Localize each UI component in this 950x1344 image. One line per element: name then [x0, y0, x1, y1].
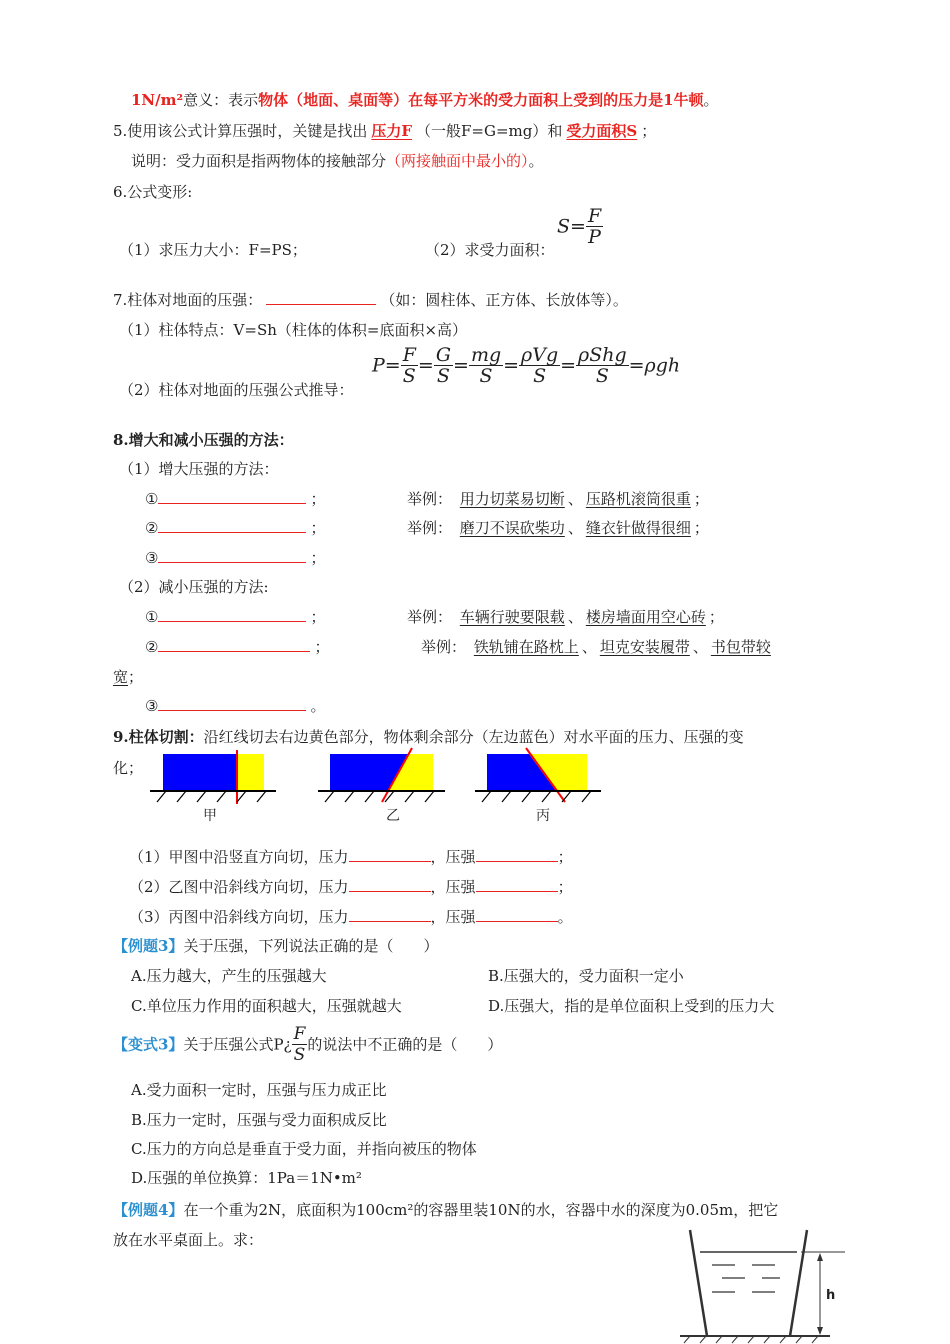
option-d: D.压强大，指的是单位面积上受到的压力大: [488, 997, 775, 1015]
item-6-heading: 6.公式变形:: [113, 183, 193, 201]
sep: 、: [567, 519, 583, 537]
semi: ；: [693, 490, 709, 508]
h-arrow-head: [817, 1253, 823, 1261]
semi: ；: [128, 668, 144, 686]
sep: 、: [567, 490, 583, 508]
item-6-b-text: （2）求受力面积：: [425, 241, 555, 259]
frac-num: mg: [470, 344, 502, 366]
option-d: D.压强的单位换算：1Pa＝1N•m²: [131, 1169, 362, 1187]
semi: ；: [641, 122, 657, 140]
meaning-text: 物体（地面、桌面等）在每平方米的受力面积上受到的压力是1牛顿: [258, 91, 704, 109]
decrease-heading: （2）减小压强的方法:: [119, 578, 269, 596]
container-walls: [690, 1230, 807, 1336]
circle-num: ②: [145, 519, 159, 537]
meaning-prefix: 意义：表示: [183, 91, 259, 109]
semi: ；: [557, 848, 573, 866]
figure-label-bing: 丙: [536, 808, 550, 824]
item-6-a-text: （1）求压力大小：F=PS；: [119, 241, 307, 259]
option-c: C.压力的方向总是垂直于受力面，并指向被压的物体: [131, 1140, 477, 1158]
option-c: C.单位压力作用的面积越大，压强就越大: [131, 997, 402, 1015]
item-7-b: （2）柱体对地面的压强公式推导：: [119, 381, 354, 399]
h-label: h: [826, 1288, 836, 1303]
semi: ；: [557, 878, 573, 896]
option-a: A.受力面积一定时，压强与压力成正比: [131, 1081, 387, 1099]
answer-area: 受力面积S: [566, 122, 638, 140]
semi: ；: [314, 638, 330, 656]
period: 。: [528, 152, 544, 170]
question: 关于压强公式P¿: [183, 1035, 292, 1054]
frac-num: ρShg: [578, 344, 627, 366]
example-tag: 【例题4】: [113, 1201, 184, 1219]
eq: =: [503, 354, 520, 377]
example: 书包带较: [710, 638, 771, 656]
q-mid: ，压强: [430, 908, 476, 926]
period: 。: [703, 91, 719, 109]
sep: 、: [581, 638, 597, 656]
circle-num: ③: [145, 549, 159, 567]
question: 在一个重为2N，底面积为100cm²的容器里装10N的水，容器中水的深度为0.05m，把它: [183, 1201, 779, 1219]
example: 宽: [113, 668, 129, 686]
item-7-text: 7.柱体对地面的压强：: [113, 291, 263, 309]
item-9-text: 沿红线切去右边黄色部分，物体剩余部分（左边蓝色）对水平面的压力、压强的变: [203, 728, 744, 746]
example: 压路机滚筒很重: [585, 490, 691, 508]
period: 。: [557, 908, 573, 926]
question: 关于压强，下列说法正确的是（ ）: [183, 937, 439, 955]
eq: =: [417, 354, 434, 377]
semi: ；: [310, 608, 326, 626]
water-lines: [712, 1265, 780, 1292]
frac-num: G: [435, 344, 452, 366]
frac-den: S: [402, 365, 416, 387]
eq: =: [560, 354, 577, 377]
h-arrow-head: [817, 1327, 823, 1335]
example: 用力切菜易切断: [459, 490, 565, 508]
frac-num: F: [293, 1024, 306, 1044]
semi: ；: [693, 519, 709, 537]
circle-num: ②: [145, 638, 159, 656]
example-label: 举例：: [421, 638, 467, 656]
unit-label: 1N/m²: [131, 91, 184, 109]
eq: =: [453, 354, 469, 377]
option-b: B.压力一定时，压强与受力面积成反比: [131, 1111, 387, 1129]
formula-den: P: [588, 226, 601, 248]
example-label: 举例：: [407, 608, 453, 626]
formula-p: P=: [372, 354, 401, 377]
example-tag: 【例题3】: [113, 937, 184, 955]
formula-lhs: S=: [557, 215, 586, 238]
example: 车辆行驶要限载: [459, 608, 565, 626]
q-text: （3）丙图中沿斜线方向切，压力: [129, 908, 349, 926]
question-cont: 放在水平桌面上。求：: [113, 1231, 264, 1249]
frac-den: S: [436, 365, 450, 387]
example: 缝衣针做得很细: [585, 519, 691, 537]
sep: 、: [692, 638, 708, 656]
note-red: （两接触面中最小的）: [386, 152, 529, 170]
example-label: 举例：: [407, 490, 453, 508]
item-9-heading: 9.柱体切割：: [113, 728, 204, 746]
frac-den: S: [595, 365, 609, 387]
frac-den: S: [533, 365, 547, 387]
q-text: （1）甲图中沿竖直方向切，压力: [129, 848, 349, 866]
item-7-a: （1）柱体特点：V=Sh（柱体的体积=底面积×高）: [119, 321, 468, 339]
option-a: A.压力越大，产生的压强越大: [131, 967, 327, 985]
circle-num: ③: [145, 697, 159, 715]
item-5-text: 5.使用该公式计算压强时，关键是找出: [113, 122, 368, 140]
frac-num: F: [402, 344, 416, 366]
frac-den: S: [293, 1045, 306, 1065]
circle-num: ①: [145, 608, 159, 626]
figure-label-yi: 乙: [386, 808, 400, 824]
semi: ；: [310, 490, 326, 508]
frac-den: S: [479, 365, 493, 387]
item-7-note: （如：圆柱体、正方体、长放体等）。: [380, 291, 628, 309]
example: 楼房墙面用空心砖: [585, 608, 706, 626]
answer-force: 压力F: [371, 122, 412, 140]
variant-tag: 【变式3】: [113, 1035, 184, 1054]
item-5-note: （一般F=G=mg）和: [415, 122, 563, 140]
example-label: 举例：: [407, 519, 453, 537]
frac-num: ρVg: [521, 344, 559, 366]
question-tail: 的说法中不正确的是（ ）: [307, 1035, 503, 1054]
q-text: （2）乙图中沿斜线方向切，压力: [129, 878, 349, 896]
figure-label-jia: 甲: [203, 808, 217, 824]
semi: ；: [310, 519, 326, 537]
semi: ；: [708, 608, 724, 626]
formula-num: F: [587, 205, 602, 227]
item-8-heading: 8.增大和减小压强的方法：: [113, 431, 294, 449]
table-hatch: [684, 1336, 818, 1343]
note-text: 说明：受力面积是指两物体的接触部分: [131, 152, 387, 170]
q-mid: ，压强: [430, 878, 476, 896]
semi: ；: [310, 549, 326, 567]
sep: 、: [567, 608, 583, 626]
example: 磨刀不误砍柴功: [459, 519, 565, 537]
period: 。: [310, 697, 326, 715]
example: 铁轨铺在路枕上: [473, 638, 579, 656]
circle-num: ①: [145, 490, 159, 508]
item-9-text-cont: 化；: [113, 759, 144, 777]
increase-heading: （1）增大压强的方法：: [119, 460, 279, 478]
q-mid: ，压强: [430, 848, 476, 866]
formula-end: =ρgh: [628, 354, 681, 377]
option-b: B.压强大的，受力面积一定小: [488, 967, 684, 985]
example: 坦克安装履带: [599, 638, 690, 656]
